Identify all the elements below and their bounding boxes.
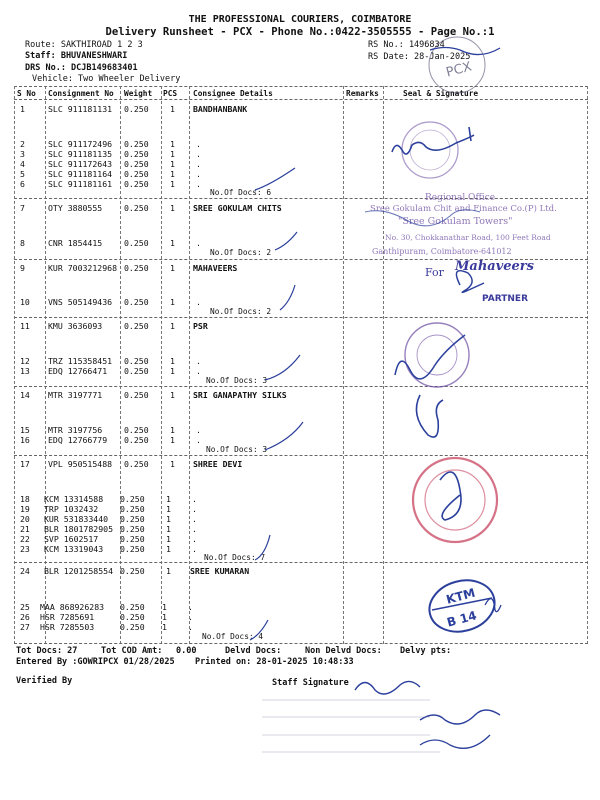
row-consignment: MTR 3197756 bbox=[48, 425, 103, 435]
incharge-signature-mark bbox=[420, 735, 490, 748]
row-consignee: . bbox=[196, 366, 201, 376]
total-cod-label: Tot COD Amt: bbox=[101, 646, 163, 656]
row-pcs: 1 bbox=[170, 159, 175, 169]
row-sno: 7 bbox=[20, 203, 25, 213]
row-sno: 23 bbox=[20, 544, 30, 554]
staff-label: Staff: BHUVANESHWARI bbox=[25, 51, 128, 61]
row-consignee: . bbox=[196, 179, 201, 189]
header-signature bbox=[430, 48, 500, 55]
row-consignment: SLC 911181161 bbox=[48, 179, 113, 189]
row-weight: 0.250 bbox=[120, 544, 145, 554]
row-consignee: BANDHANBANK bbox=[193, 104, 248, 114]
verified-by-label: Verified By bbox=[16, 676, 73, 686]
svg-text:No. 30, Chokkanathar Road, 100: No. 30, Chokkanathar Road, 100 Feet Road bbox=[385, 233, 551, 242]
row-pcs: 1 bbox=[162, 622, 167, 632]
row-pcs: 1 bbox=[170, 169, 175, 179]
row-sno: 18 bbox=[20, 494, 30, 504]
tick-mark bbox=[265, 355, 300, 380]
row-consignee: MAHAVEERS bbox=[193, 263, 238, 273]
row-consignee: . bbox=[192, 504, 197, 514]
row-sno: 15 bbox=[20, 425, 30, 435]
non-delivered-docs: Non Delvd Docs: bbox=[305, 646, 382, 656]
row-consignee: . bbox=[196, 169, 201, 179]
svg-text:B 14: B 14 bbox=[445, 608, 479, 630]
total-cod-value: 0.00 bbox=[176, 646, 197, 656]
row-weight: 0.250 bbox=[120, 622, 145, 632]
row-consignee: . bbox=[188, 622, 193, 632]
tick-mark bbox=[255, 535, 270, 560]
row-pcs: 1 bbox=[166, 534, 171, 544]
row-weight: 0.250 bbox=[124, 149, 149, 159]
row-consignee: . bbox=[196, 139, 201, 149]
row-weight: 0.250 bbox=[124, 425, 149, 435]
row-pcs: 1 bbox=[166, 514, 171, 524]
row-sno: 11 bbox=[20, 321, 30, 331]
svg-text:"Sree Gokulam Towers": "Sree Gokulam Towers" bbox=[398, 216, 513, 227]
row-weight: 0.250 bbox=[124, 104, 149, 114]
pcx-stamp bbox=[429, 37, 485, 93]
row-pcs: 1 bbox=[170, 425, 175, 435]
svg-text:Ganthipuram, Coimbatore-641012: Ganthipuram, Coimbatore-641012 bbox=[372, 247, 512, 256]
row-sno: 13 bbox=[20, 366, 30, 376]
row-weight: 0.250 bbox=[124, 169, 149, 179]
row-consignment: KMU 3636093 bbox=[48, 321, 103, 331]
col-header-sno: S No bbox=[17, 89, 36, 98]
row-sno: 5 bbox=[20, 169, 25, 179]
gokulam-stamp bbox=[370, 193, 557, 256]
row-sno: 1 bbox=[20, 104, 25, 114]
incharge-stamp bbox=[262, 700, 440, 752]
row-consignment: MTR 3197771 bbox=[48, 390, 103, 400]
row-pcs: 1 bbox=[170, 203, 175, 213]
row-consignment: EDQ 12766471 bbox=[48, 366, 108, 376]
ganapathy-signature bbox=[416, 395, 443, 437]
row-sno: 2 bbox=[20, 139, 25, 149]
row-weight: 0.250 bbox=[124, 435, 149, 445]
row-consignment: BLR 1201258554 bbox=[44, 566, 114, 576]
row-weight: 0.250 bbox=[124, 366, 149, 376]
row-consignee: . bbox=[196, 356, 201, 366]
svg-text:For: For bbox=[425, 266, 444, 279]
row-sno: 19 bbox=[20, 504, 30, 514]
col-header-pcs: PCS bbox=[163, 89, 178, 98]
row-sno: 26 bbox=[20, 612, 30, 622]
svg-text:Regional Office: Regional Office bbox=[425, 193, 496, 203]
row-sno: 17 bbox=[20, 459, 30, 469]
shree-devi-signature bbox=[440, 472, 461, 520]
row-pcs: 1 bbox=[170, 238, 175, 248]
col-header-consignee: Consignee Details bbox=[193, 89, 273, 98]
svg-text:Mahaveers: Mahaveers bbox=[455, 259, 534, 274]
row-consignee: . bbox=[192, 524, 197, 534]
row-weight: 0.250 bbox=[120, 524, 145, 534]
row-weight: 0.250 bbox=[124, 459, 149, 469]
row-pcs: 1 bbox=[170, 104, 175, 114]
row-sno: 21 bbox=[20, 524, 30, 534]
doc-count: No.Of Docs: 6 bbox=[210, 188, 272, 197]
svg-text:Sree Gokulam Chit and Finance: Sree Gokulam Chit and Finance Co.(P) Ltd. bbox=[370, 204, 557, 214]
row-pcs: 1 bbox=[162, 602, 167, 612]
row-sno: 10 bbox=[20, 297, 30, 307]
rs-date: RS Date: 28-Jan-2025 bbox=[368, 52, 471, 62]
row-pcs: 1 bbox=[170, 297, 175, 307]
vehicle-label: Vehicle: Two Wheeler Delivery bbox=[32, 74, 181, 84]
row-weight: 0.250 bbox=[124, 321, 149, 331]
row-weight: 0.250 bbox=[124, 356, 149, 366]
row-weight: 0.250 bbox=[120, 566, 145, 576]
row-weight: 0.250 bbox=[120, 602, 145, 612]
doc-count: No.Of Docs: 2 bbox=[210, 248, 272, 257]
ktm-stamp bbox=[424, 573, 501, 638]
row-consignee: . bbox=[196, 149, 201, 159]
tick-mark bbox=[250, 620, 268, 640]
row-consignment: HSR 7285691 bbox=[40, 612, 95, 622]
tick-mark bbox=[280, 285, 295, 310]
row-pcs: 1 bbox=[166, 494, 171, 504]
route-label: Route: SAKTHIROAD 1 2 3 bbox=[25, 40, 143, 50]
row-weight: 0.250 bbox=[124, 159, 149, 169]
doc-count: No.Of Docs: 2 bbox=[210, 307, 272, 316]
tick-mark bbox=[275, 232, 297, 250]
doc-count: No.Of Docs: 3 bbox=[206, 376, 268, 385]
row-consignment: SLC 911172643 bbox=[48, 159, 113, 169]
row-consignee: . bbox=[196, 425, 201, 435]
company-title: THE PROFESSIONAL COURIERS, COIMBATORE bbox=[188, 14, 412, 25]
row-consignment: TRZ 115358451 bbox=[48, 356, 113, 366]
row-sno: 27 bbox=[20, 622, 30, 632]
row-weight: 0.250 bbox=[124, 203, 149, 213]
col-header-consignment: Consignment No bbox=[48, 89, 114, 98]
row-consignment: CNR 1854415 bbox=[48, 238, 103, 248]
row-pcs: 1 bbox=[170, 435, 175, 445]
row-consignee: SREE GOKULAM CHITS bbox=[193, 203, 282, 213]
row-consignment: SLC 911181164 bbox=[48, 169, 113, 179]
row-sno: 4 bbox=[20, 159, 25, 169]
tick-mark bbox=[255, 168, 295, 190]
row-pcs: 1 bbox=[170, 356, 175, 366]
mahaveers-stamp bbox=[425, 259, 535, 304]
staff-signature-mark bbox=[355, 681, 420, 694]
row-pcs: 1 bbox=[170, 366, 175, 376]
row-sno: 8 bbox=[20, 238, 25, 248]
row-consignee: . bbox=[196, 297, 201, 307]
row-pcs: 1 bbox=[170, 459, 175, 469]
row-weight: 0.250 bbox=[120, 534, 145, 544]
row-sno: 24 bbox=[20, 566, 30, 576]
row-consignee: SRI GANAPATHY SILKS bbox=[193, 390, 287, 400]
svg-text:KTM: KTM bbox=[444, 585, 477, 607]
row-consignee: PSR bbox=[193, 321, 208, 331]
row-consignment: HSR 7285503 bbox=[40, 622, 95, 632]
row-consignment: KCM 13319043 bbox=[44, 544, 104, 554]
row-consignee: . bbox=[192, 514, 197, 524]
row-weight: 0.250 bbox=[124, 297, 149, 307]
row-sno: 25 bbox=[20, 602, 30, 612]
row-consignment: SLC 911181131 bbox=[48, 104, 113, 114]
entered-by: Entered By :GOWRIPCX 01/28/2025 bbox=[16, 657, 175, 667]
row-pcs: 1 bbox=[170, 390, 175, 400]
row-consignee: . bbox=[192, 494, 197, 504]
row-pcs: 1 bbox=[166, 566, 171, 576]
row-sno: 6 bbox=[20, 179, 25, 189]
row-weight: 0.250 bbox=[124, 263, 149, 273]
row-consignee: . bbox=[192, 544, 197, 554]
drs-number: DRS No.: DCJB149683401 bbox=[25, 63, 138, 73]
row-sno: 20 bbox=[20, 514, 30, 524]
row-pcs: 1 bbox=[162, 612, 167, 622]
row-sno: 14 bbox=[20, 390, 30, 400]
row-pcs: 1 bbox=[170, 179, 175, 189]
row-consignment: SLC 911172496 bbox=[48, 139, 113, 149]
row-pcs: 1 bbox=[166, 544, 171, 554]
staff-signature-label: Staff Signature bbox=[272, 678, 349, 688]
runsheet-subtitle: Delivery Runsheet - PCX - Phone No.:0422-3505555 - Page No.:1 bbox=[105, 26, 495, 38]
row-consignment: VNS 505149436 bbox=[48, 297, 113, 307]
printed-on: Printed on: 28-01-2025 10:48:33 bbox=[195, 657, 354, 667]
row-consignee: SHREE DEVI bbox=[193, 459, 243, 469]
row-consignment: KCM 13314588 bbox=[44, 494, 104, 504]
row-consignee: . bbox=[196, 435, 201, 445]
row-weight: 0.250 bbox=[120, 514, 145, 524]
row-consignment: EDQ 12766779 bbox=[48, 435, 108, 445]
total-docs: Tot Docs: 27 bbox=[16, 646, 78, 656]
row-weight: 0.250 bbox=[120, 494, 145, 504]
col-header-seal: Seal & Signature bbox=[403, 89, 479, 98]
row-weight: 0.250 bbox=[124, 390, 149, 400]
row-pcs: 1 bbox=[166, 524, 171, 534]
row-sno: 9 bbox=[20, 263, 25, 273]
row-consignee: . bbox=[196, 238, 201, 248]
row-sno: 22 bbox=[20, 534, 30, 544]
row-consignee: . bbox=[188, 602, 193, 612]
row-pcs: 1 bbox=[170, 149, 175, 159]
tick-mark bbox=[265, 422, 303, 450]
row-consignment: TRP 1032432 bbox=[44, 504, 99, 514]
row-consignment: OTY 3880555 bbox=[48, 203, 103, 213]
row-consignment: MAA 868926283 bbox=[40, 602, 105, 612]
row-consignment: BLR 1801782905 bbox=[44, 524, 114, 534]
row-consignment: KUR 531833440 bbox=[44, 514, 109, 524]
svg-text:PARTNER: PARTNER bbox=[482, 294, 529, 304]
doc-count: No.Of Docs: 7 bbox=[204, 553, 266, 562]
row-weight: 0.250 bbox=[124, 238, 149, 248]
row-sno: 12 bbox=[20, 356, 30, 366]
row-sno: 3 bbox=[20, 149, 25, 159]
row-sno: 16 bbox=[20, 435, 30, 445]
col-header-remarks: Remarks bbox=[346, 89, 379, 98]
doc-count: No.Of Docs: 3 bbox=[206, 445, 268, 454]
doc-count: No.Of Docs: 4 bbox=[202, 632, 264, 641]
row-consignee: . bbox=[192, 534, 197, 544]
row-consignee: . bbox=[188, 612, 193, 622]
row-consignment: SLC 911181135 bbox=[48, 149, 113, 159]
incharge-signature-mark bbox=[420, 710, 500, 724]
col-header-weight: Weight bbox=[124, 89, 153, 98]
row-consignment: SVP 1602517 bbox=[44, 534, 99, 544]
row-weight: 0.250 bbox=[120, 612, 145, 622]
delivery-points: Delvy pts: bbox=[400, 646, 452, 656]
row-consignee: SREE KUMARAN bbox=[190, 566, 250, 576]
row-consignment: VPL 950515488 bbox=[48, 459, 113, 469]
row-consignment: KUR 7003212968 bbox=[48, 263, 118, 273]
row-pcs: 1 bbox=[170, 139, 175, 149]
rs-number: RS No.: 1496834 bbox=[368, 40, 445, 50]
row-weight: 0.250 bbox=[124, 139, 149, 149]
delivered-docs: Delvd Docs: bbox=[225, 646, 282, 656]
row-pcs: 1 bbox=[170, 263, 175, 273]
row-pcs: 1 bbox=[170, 321, 175, 331]
svg-text:PCX: PCX bbox=[444, 59, 474, 81]
row-consignee: . bbox=[196, 159, 201, 169]
row-weight: 0.250 bbox=[124, 179, 149, 189]
row-pcs: 1 bbox=[166, 504, 171, 514]
row-weight: 0.250 bbox=[120, 504, 145, 514]
